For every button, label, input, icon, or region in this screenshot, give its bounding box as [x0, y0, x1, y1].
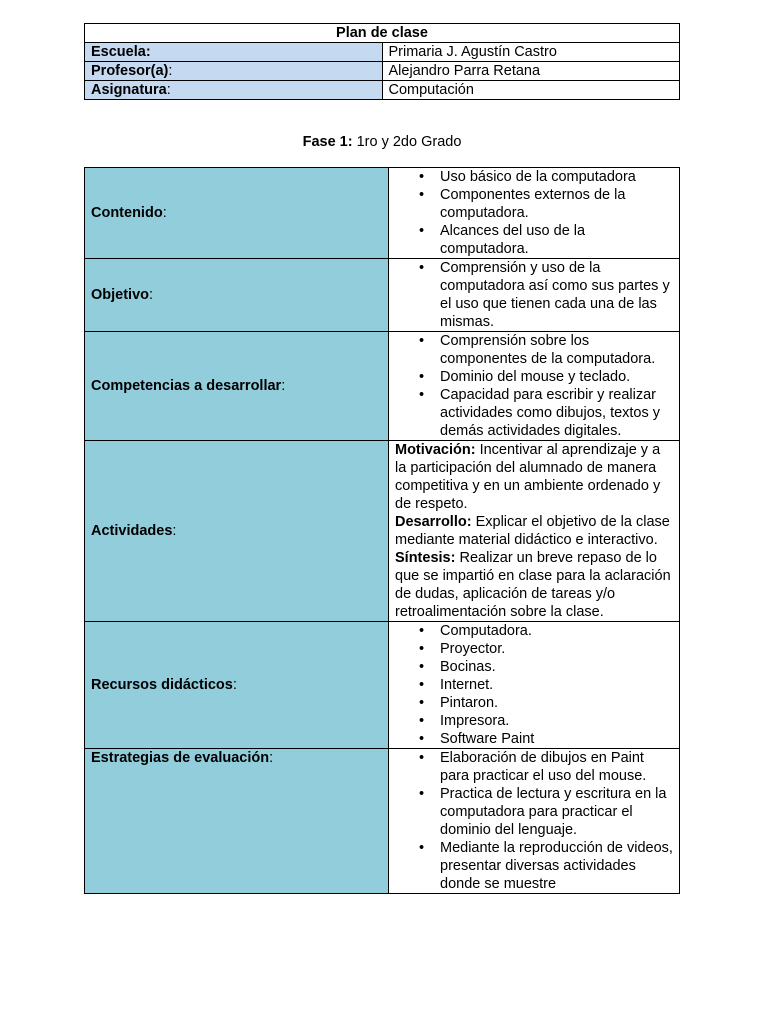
sintesis-paragraph: Síntesis: Realizar un breve repaso de lo que se impartió en clase para la aclaración de dudas, aplicación de tareas y/o retroalimentación sobre la clase.: [395, 550, 671, 620]
header-title-row: [85, 24, 680, 43]
lesson-plan-table: [84, 167, 680, 894]
list-item: • Capacidad para escribir y realizar actividades como dibujos, textos y demás actividades digitales.: [440, 386, 673, 440]
recursos-label: Recursos didácticos:: [85, 622, 389, 749]
actividades-row: [85, 441, 680, 622]
evaluacion-content: [389, 749, 680, 894]
subject-row: [85, 81, 680, 100]
recursos-list: [395, 622, 673, 748]
evaluacion-row: [85, 749, 680, 894]
header-table: [84, 23, 680, 100]
list-item: • Dominio del mouse y teclado.: [440, 368, 673, 386]
recursos-row: [85, 622, 680, 749]
evaluacion-list: [395, 749, 673, 893]
recursos-content: [389, 622, 680, 749]
teacher-label: Profesor(a):: [85, 62, 383, 81]
plan-title: Plan de clase: [85, 24, 680, 43]
list-item: • Comprensión y uso de la computadora así como sus partes y el uso que tienen cada una de las mismas.: [440, 259, 673, 331]
desarrollo-paragraph: Desarrollo: Explicar el objetivo de la clase mediante material didáctico e interactivo.: [395, 514, 670, 548]
list-item: • Pintaron.: [440, 694, 673, 712]
school-value: Primaria J. Agustín Castro: [382, 43, 680, 62]
evaluacion-label: Estrategias de evaluación:: [85, 749, 389, 894]
list-item: • Uso básico de la computadora: [440, 168, 673, 186]
competencias-label: Competencias a desarrollar:: [85, 332, 389, 441]
objetivo-content: [389, 259, 680, 332]
objetivo-label: Objetivo:: [85, 259, 389, 332]
phase-text: 1ro y 2do Grado: [352, 134, 462, 150]
objetivo-list: [395, 259, 673, 331]
list-item: • Elaboración de dibujos en Paint para practicar el uso del mouse.: [440, 749, 673, 785]
motivacion-paragraph: Motivación: Incentivar al aprendizaje y a la participación del alumnado de manera competitiva y en un ambiente ordenado y de respeto.: [395, 442, 661, 512]
contenido-content: [389, 168, 680, 259]
objetivo-row: [85, 259, 680, 332]
subject-value: Computación: [382, 81, 680, 100]
phase-heading: [84, 133, 680, 151]
school-label: Escuela:: [85, 43, 383, 62]
contenido-list: [395, 168, 673, 258]
teacher-row: [85, 62, 680, 81]
contenido-label: Contenido:: [85, 168, 389, 259]
list-item: • Alcances del uso de la computadora.: [440, 222, 673, 258]
list-item: • Mediante la reproducción de videos, presentar diversas actividades donde se muestre: [440, 839, 673, 893]
list-item: • Comprensión sobre los componentes de la computadora.: [440, 332, 673, 368]
list-item: • Practica de lectura y escritura en la computadora para practicar el dominio del lenguaje.: [440, 785, 673, 839]
list-item: • Bocinas.: [440, 658, 673, 676]
school-row: [85, 43, 680, 62]
list-item: • Internet.: [440, 676, 673, 694]
contenido-row: [85, 168, 680, 259]
actividades-content: [389, 441, 680, 622]
list-item: • Computadora.: [440, 622, 673, 640]
list-item: • Impresora.: [440, 712, 673, 730]
teacher-value: Alejandro Parra Retana: [382, 62, 680, 81]
subject-label: Asignatura:: [85, 81, 383, 100]
competencias-content: [389, 332, 680, 441]
list-item: • Proyector.: [440, 640, 673, 658]
competencias-row: [85, 332, 680, 441]
actividades-label: Actividades:: [85, 441, 389, 622]
list-item: • Software Paint: [440, 730, 673, 748]
competencias-list: [395, 332, 673, 440]
phase-label: Fase 1:: [302, 134, 353, 150]
list-item: • Componentes externos de la computadora.: [440, 186, 673, 222]
